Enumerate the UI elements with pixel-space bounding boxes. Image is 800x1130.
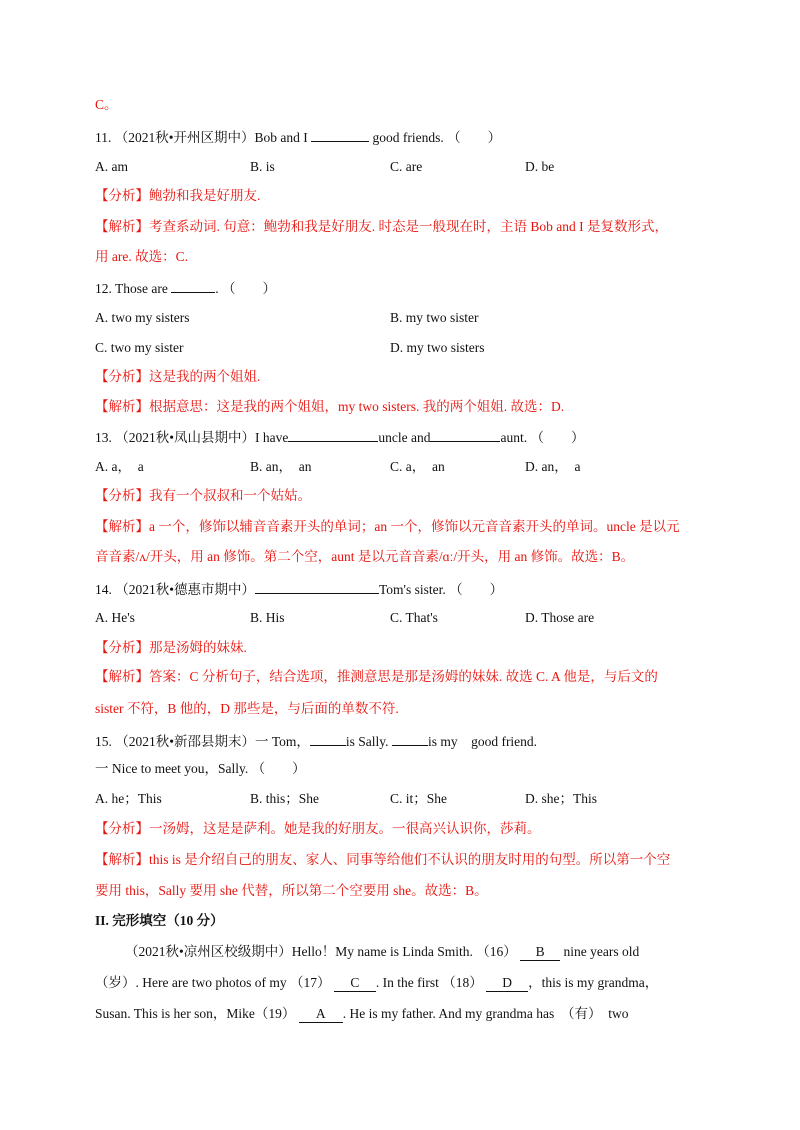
explanation-line: 用 are. 故选：C.	[95, 249, 188, 264]
answer-17: C	[334, 975, 376, 992]
question-text: .	[215, 281, 219, 296]
passage-text: （2021秋•凉州区校级期中）Hello！My name is Linda Smith. （16）	[125, 944, 517, 959]
question-14	[95, 579, 503, 599]
answer-parentheses: （ ）	[449, 582, 504, 597]
explanation-line: 音音素/ʌ/开头，用 an 修饰。第二个空，aunt 是以元音音素/ɑː/开头，用 an 修饰。故选：B。	[95, 549, 635, 564]
option-d: D. an， a	[525, 459, 581, 474]
analysis: 【分析】那是汤姆的妹妹.	[95, 640, 247, 655]
option-c: C. That's	[390, 610, 438, 625]
passage-line	[125, 943, 639, 961]
answer-16: B	[520, 944, 560, 961]
question-15-line2	[95, 760, 306, 778]
option-a: A. a， a	[95, 459, 144, 474]
analysis: 【分析】这是我的两个姐姐.	[95, 369, 261, 384]
question-text: Those are	[115, 281, 168, 296]
question-15	[95, 731, 537, 751]
analysis: 【分析】鲍勃和我是好朋友.	[95, 188, 261, 203]
answer-parentheses: （ ）	[530, 430, 585, 445]
analysis: 【分析】我有一个叔叔和一个姑姑。	[95, 488, 311, 503]
answer-blank	[392, 731, 428, 746]
answer-parentheses: （ ）	[251, 761, 306, 776]
question-13	[95, 427, 584, 447]
question-source: （2021秋•凤山县期中）	[115, 430, 255, 445]
option-d: D. be	[525, 159, 555, 174]
question-text: I have	[254, 430, 289, 445]
option-a: A. am	[95, 159, 128, 174]
option-b: B. His	[250, 610, 285, 625]
answer-19: A	[299, 1006, 343, 1023]
option-b: B. an， an	[250, 459, 312, 474]
explanation-line: sister 不符，B 他的，D 那些是，与后面的单数不符.	[95, 701, 399, 716]
explanation-line: 【解析】a 一个，修饰以辅音音素开头的单词；an 一个，修饰以元音音素开头的单词。uncle 是以元	[95, 519, 680, 534]
passage-text: （岁）. Here are two photos of my （17）	[95, 975, 331, 990]
passage-text: . He is my father. And my grandma has （有） two	[342, 1006, 629, 1021]
question-number: 14.	[95, 582, 112, 597]
question-text: is my good friend.	[427, 734, 538, 749]
question-text: 一 Nice to meet you，Sally.	[95, 761, 249, 776]
explanation-line: 【解析】考查系动词. 句意：鲍勃和我是好朋友. 时态是一般现在时，主语 Bob and I 是复数形式，	[95, 219, 668, 234]
question-source: （2021秋•开州区期中）	[114, 130, 255, 145]
question-text: 一 Tom，	[254, 734, 310, 749]
option-a: A. two my sisters	[95, 310, 190, 325]
question-source: （2021秋•新邵县期末）	[115, 734, 255, 749]
answer-blank	[255, 579, 379, 594]
answer-blank	[311, 127, 369, 142]
question-text: is Sally.	[345, 734, 389, 749]
passage-text: nine years old	[563, 944, 640, 959]
option-a: A. he；This	[95, 791, 162, 806]
option-b: B. my two sister	[390, 310, 479, 325]
explanation-line: 【解析】this is 是介绍自己的朋友、家人、同事等给他们不认识的朋友时用的句型。所以第一个空	[95, 852, 671, 867]
question-text: aunt.	[500, 430, 528, 445]
option-b: B. is	[250, 159, 275, 174]
answer-blank	[171, 278, 215, 293]
option-b: B. this；She	[250, 791, 320, 806]
answer-blank	[288, 427, 378, 442]
section-title: II. 完形填空（10 分）	[95, 913, 224, 928]
question-11	[95, 127, 501, 147]
question-source: （2021秋•德惠市期中）	[115, 582, 255, 597]
question-text: uncle and	[378, 430, 431, 445]
question-text: good friends.	[372, 130, 444, 145]
option-c: C. are	[390, 159, 423, 174]
answer-parentheses: （ ）	[447, 130, 502, 145]
question-text: Tom's sister.	[378, 582, 446, 597]
answer-blank	[310, 731, 346, 746]
question-text: Bob and I	[254, 130, 308, 145]
option-c: C. a， an	[390, 459, 445, 474]
option-d: D. she；This	[525, 791, 597, 806]
passage-line	[95, 974, 658, 992]
answer-parentheses: （ ）	[222, 281, 276, 296]
option-a: A. He's	[95, 610, 135, 625]
explanation-line: 【解析】根据意思：这是我的两个姐姐，my two sisters. 我的两个姐姐. 故选：D.	[95, 399, 565, 414]
question-number: 13.	[95, 430, 112, 445]
explanation-line: 【解析】答案：C 分析句子，结合选项，推测意思是那是汤姆的妹妹. 故选 C. A 他是，与后文的	[95, 669, 658, 684]
option-d: D. my two sisters	[390, 340, 485, 355]
explanation-line: 要用 this，Sally 要用 she 代替，所以第二个空要用 she。故选：B。	[95, 883, 488, 898]
passage-text: Susan. This is her son，Mike（19）	[95, 1006, 296, 1021]
answer-blank	[430, 427, 500, 442]
question-number: 11.	[95, 130, 112, 145]
question-12	[95, 278, 276, 298]
answer-18: D	[486, 975, 528, 992]
answer-fragment: C。	[95, 97, 118, 112]
option-c: C. it；She	[390, 791, 448, 806]
question-number: 12.	[95, 281, 112, 296]
passage-text: ，this is my grandma，	[528, 975, 659, 990]
analysis: 【分析】一汤姆，这是是萨利。她是我的好朋友。一很高兴认识你，莎莉。	[95, 821, 541, 836]
question-number: 15.	[95, 734, 112, 749]
passage-line	[95, 1005, 628, 1023]
option-d: D. Those are	[525, 610, 595, 625]
passage-text: . In the first （18）	[375, 975, 483, 990]
option-c: C. two my sister	[95, 340, 184, 355]
